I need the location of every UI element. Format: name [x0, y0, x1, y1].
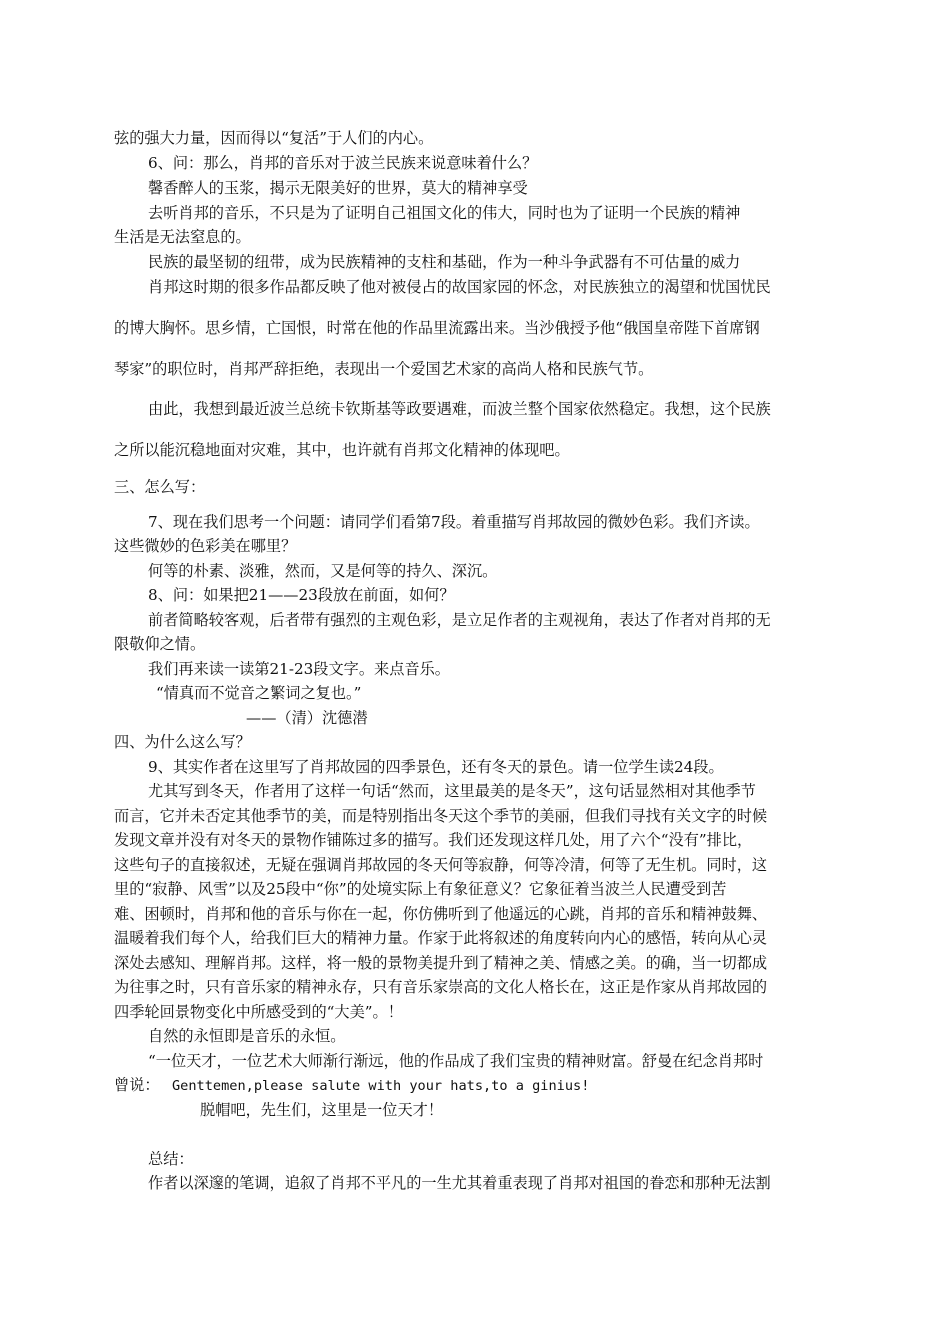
question-9: 9、其实作者在这里写了肖邦故园的四季景色，还有冬天的景色。请一位学生读24段。 [148, 758, 724, 776]
chinese-quote: 脱帽吧，先生们，这里是一位天才！ [200, 1101, 443, 1119]
text-line: 里的“寂静、风雪”以及25段中“你”的处境实际上有象征意义？它象征着当波兰人民遭受到苦 [114, 880, 727, 898]
text-line: 琴家”的职位时，肖邦严辞拒绝，表现出一个爱国艺术家的高尚人格和民族气节。 [114, 360, 654, 378]
text-line: 何等的朴素、淡雅，然而，又是何等的持久、深沉。 [148, 562, 498, 580]
text-line: 这些微妙的色彩美在哪里？ [114, 537, 297, 555]
text-line: 生活是无法窒息的。 [114, 228, 251, 246]
text-line: 这些句子的直接叙述，无疑在强调肖邦故园的冬天何等寂静，何等冷清，何等了无生机。同时，这 [114, 856, 768, 874]
quotation: “情真而不觉音之繁词之复也。” [156, 684, 362, 702]
text-line: 四季轮回景物变化中所感受到的“大美”。！ [114, 1003, 403, 1021]
text-line: 馨香醉人的玉浆，揭示无限美好的世界，莫大的精神享受 [148, 179, 528, 197]
summary-heading: 总结： [148, 1150, 194, 1168]
text-line: 前者简略较客观，后者带有强烈的主观色彩，是立足作者的主观视角，表达了作者对肖邦的无 [148, 611, 771, 629]
text-line: 深处去感知、理解肖邦。这样，将一般的景物美提升到了精神之美、情感之美。的确，当一切都成 [114, 954, 768, 972]
quotation-attribution: ——（清）沈德潜 [246, 709, 368, 727]
text-line: 民族的最坚韧的纽带，成为民族精神的支柱和基础，作为一种斗争武器有不可估量的威力 [148, 253, 741, 271]
text-line: 由此，我想到最近波兰总统卡钦斯基等政要遇难，而波兰整个国家依然稳定。我想，这个民族 [148, 400, 771, 418]
english-quote: Genttemen,please salute with your hats,to a ginius! [172, 1078, 590, 1094]
text-line: 肖邦这时期的很多作品都反映了他对被侵占的故国家园的怀念，对民族独立的渴望和忧国忧民 [148, 278, 771, 296]
text-line: 而言，它并未否定其他季节的美，而是特别指出冬天这个季节的美丽，但我们寻找有关文字的时候 [114, 807, 768, 825]
text-line: 曾说： [114, 1076, 160, 1094]
text-line: 限敬仰之情。 [114, 635, 206, 653]
text-line: 自然的永恒即是音乐的永恒。 [148, 1027, 346, 1045]
text-line: “一位天才，一位艺术大师渐行渐远，他的作品成了我们宝贵的精神财富。舒曼在纪念肖邦时 [148, 1052, 764, 1070]
text-line: 去听肖邦的音乐，不只是为了证明自己祖国文化的伟大，同时也为了证明一个民族的精神 [148, 204, 741, 222]
section-heading-4: 四、为什么这么写？ [114, 733, 251, 751]
text-line: 为往事之时，只有音乐家的精神永存，只有音乐家崇高的文化人格长在，这正是作家从肖邦故园的 [114, 978, 768, 996]
text-line: 尤其写到冬天，作者用了这样一句话“然而，这里最美的是冬天”，这句话显然相对其他季节 [148, 782, 756, 800]
question-8: 8、问：如果把21——23段放在前面，如何？ [148, 586, 455, 604]
question-7: 7、现在我们思考一个问题：请同学们看第7段。着重描写肖邦故园的微妙色彩。我们齐读。 [148, 513, 760, 531]
text-line: 我们再来读一读第21-23段文字。来点音乐。 [148, 660, 450, 678]
text-line: 发现文章并没有对冬天的景物作铺陈过多的描写。我们还发现这样几处，用了六个“没有”排比， [114, 831, 753, 849]
text-line: 作者以深邃的笔调，追叙了肖邦不平凡的一生尤其着重表现了肖邦对祖国的眷恋和那种无法割 [148, 1174, 771, 1192]
text-line: 温暖着我们每个人，给我们巨大的精神力量。作家于此将叙述的角度转向内心的感悟，转向从心灵 [114, 929, 768, 947]
text-line: 之所以能沉稳地面对灾难，其中，也许就有肖邦文化精神的体现吧。 [114, 441, 570, 459]
text-line: 弦的强大力量，因而得以“复活”于人们的内心。 [114, 129, 434, 147]
question-6: 6、问：那么，肖邦的音乐对于波兰民族来说意味着什么？ [148, 154, 538, 172]
section-heading-3: 三、怎么写： [114, 478, 206, 496]
text-line: 的博大胸怀。思乡情，亡国恨，时常在他的作品里流露出来。当沙俄授予他“俄国皇帝陛下首席钢 [114, 319, 760, 337]
text-line: 难、困顿时，肖邦和他的音乐与你在一起，你仿佛听到了他遥远的心跳，肖邦的音乐和精神鼓舞、 [114, 905, 768, 923]
